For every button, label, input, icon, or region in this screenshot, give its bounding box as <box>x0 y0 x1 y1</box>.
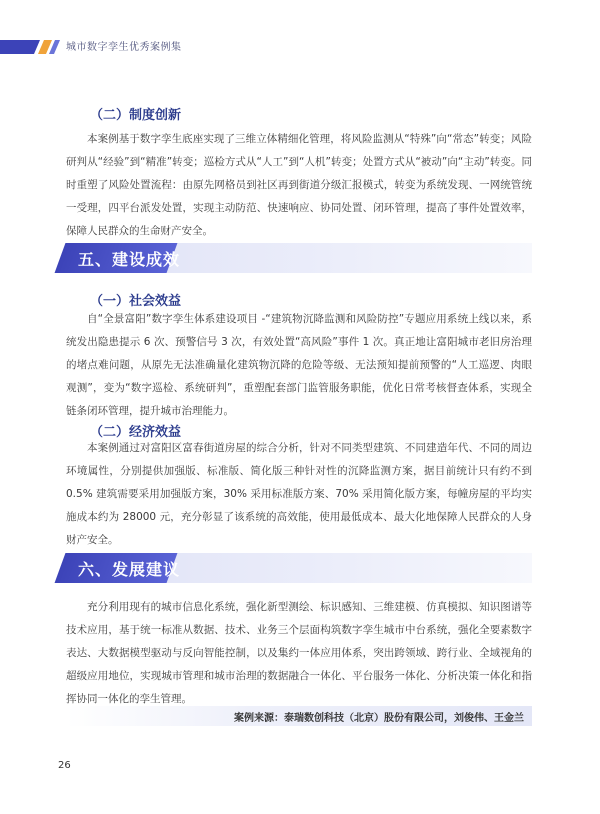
paragraph-institution: 本案例基于数字孪生底座实现了三维立体精细化管理，将风险监测从“特殊”向“常态”转变；风险研判从“经验”到“精准”转变；巡检方式从“人工”到“人机”转变；处置方式从“被动”向“主动”转变。同时重塑了风险处置流程：由原先网格员到社区再到街道分级汇报模式，转变为系统发现、一网统管统一受理，四平台派发处置，实现主动防范、快速响应、协同处置、闭环管理，提高了事件处置效率，保障人民群众的生命财产安全。 <box>66 133 532 237</box>
chapter-5-title: 五、建设成效 <box>78 250 181 269</box>
sub-heading-economic: （二）经济效益 <box>90 425 182 440</box>
header-logo-stripes <box>0 40 64 54</box>
page-number: 26 <box>58 760 71 771</box>
header-title: 城市数字孪生优秀案例集 <box>66 42 182 53</box>
paragraph-suggestions: 充分利用现有的城市信息化系统，强化新型测绘、标识感知、三维建模、仿真模拟、知识图谱等技术应用，基于统一标准从数据、技术、业务三个层面构筑数字孪生城市中台系统，强化全要素数字表达、大数据模型驱动与反向智能控制，以及集约一体应用体系，突出跨领域、跨行业、全域视角的超级应用地位，实现城市管理和城市治理的数据融合一体化、平台服务一体化、分析决策一体化和指挥协同一体化的孪生管理。 <box>66 601 532 705</box>
chapter-6-title: 六、发展建议 <box>78 560 181 579</box>
paragraph-social: 自“全景富阳”数字孪生体系建设项目 -“建筑物沉降监测和风险防控”专题应用系统上线以来，系统发出隐患提示 6 次、预警信号 3 次，有效处置“高风险”事件 1 次。真正地让富阳城市老旧房治理的堵点难问题，从原先无法准确量化建筑物沉降的危险等级、无法预知提前预警的“人工巡逻、肉眼观测”，变为“数字巡检、系统研判”，重塑配套部门监管服务职能，优化日常考核督查体系，实现全链条闭环管理，提升城市治理能力。 <box>66 313 532 417</box>
sub-heading-institution: （二）制度创新 <box>90 108 182 123</box>
section-banner-chapter-5 <box>66 243 532 273</box>
paragraph-economic: 本案例通过对富阳区富春街道房屋的综合分析，针对不同类型建筑、不同建造年代、不同的周边环境属性，分别提供加强版、标准版、简化版三种针对性的沉降监测方案，据目前统计只有约不到 0.5% 建筑需要采用加强版方案，30% 采用标准版方案、70% 采用简化版方案，每幢房屋的平均实施成本约为 28000 元，充分彰显了该系统的高效能，使用最低成本、最大化地保障人民群众的人身财产安全。 <box>66 442 532 546</box>
case-source-text: 案例来源：泰瑞数创科技（北京）股份有限公司，刘俊伟、王金兰 <box>234 713 524 724</box>
sub-heading-social: （一）社会效益 <box>90 294 182 309</box>
case-source-box <box>66 706 532 726</box>
section-banner-chapter-6 <box>66 553 532 583</box>
